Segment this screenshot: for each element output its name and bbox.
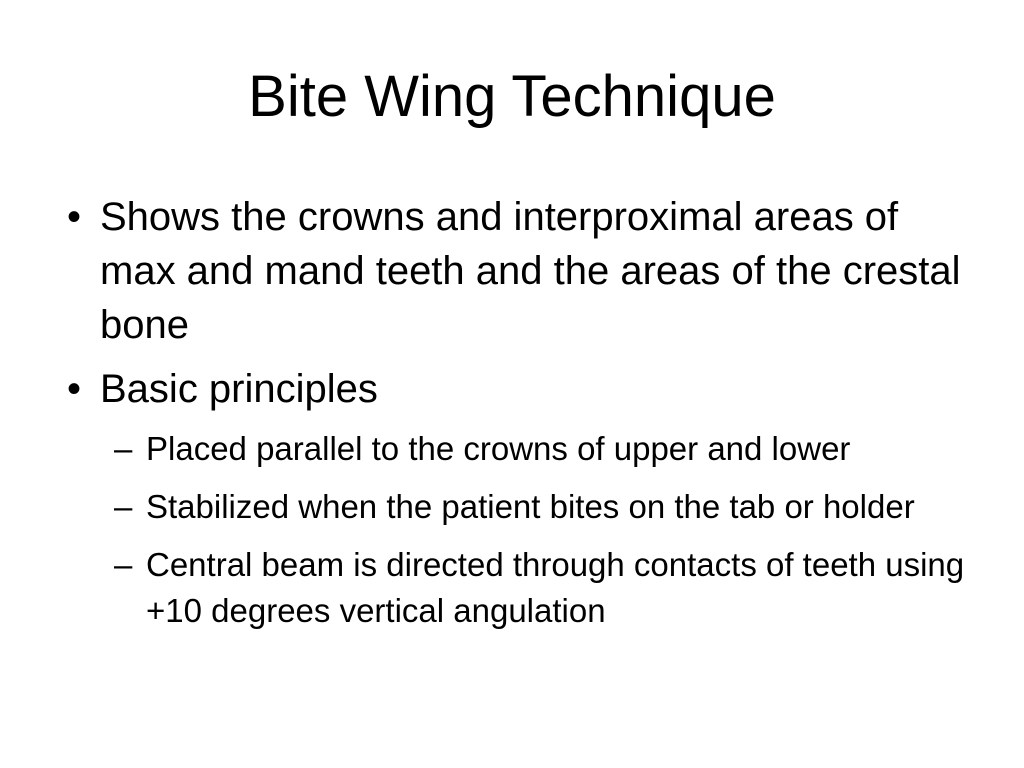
bullet-marker: • (66, 195, 81, 239)
bullet-item (58, 362, 978, 416)
bullet-text: Shows the crowns and interproximal areas of max and mand teeth and the areas of the crestal bone (100, 195, 961, 347)
sub-bullet-text: Placed parallel to the crowns of upper and lower (146, 430, 851, 467)
slide-title: Bite Wing Technique (248, 64, 776, 129)
sub-bullet-list (114, 426, 978, 634)
sub-bullet-marker: – (114, 488, 133, 525)
sub-bullet-marker: – (114, 430, 133, 467)
sub-bullet-item (114, 484, 978, 530)
sub-bullet-marker: – (114, 546, 133, 583)
bullet-text: Basic principles (100, 367, 378, 411)
sub-bullet-text: Central beam is directed through contacts of teeth using +10 degrees vertical angulation (146, 546, 965, 629)
sub-bullet-item (114, 542, 978, 634)
sub-bullet-text: Stabilized when the patient bites on the tab or holder (146, 488, 915, 525)
bullet-item (58, 190, 978, 352)
slide-content (58, 190, 978, 646)
sub-bullet-item (114, 426, 978, 472)
bullet-marker: • (66, 367, 81, 411)
